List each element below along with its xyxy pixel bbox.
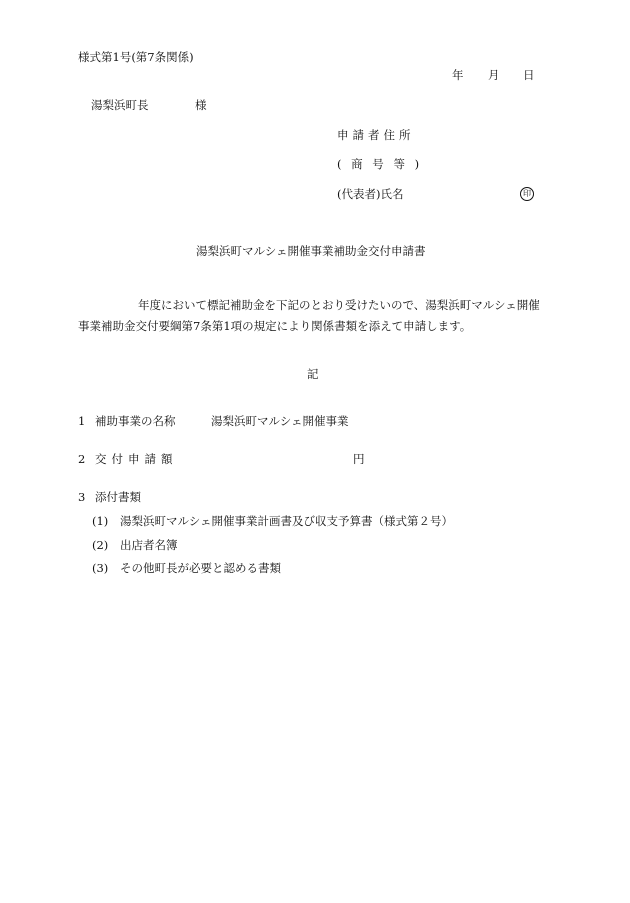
doc1-number: (1) — [92, 514, 109, 528]
item1-number: 1 — [78, 414, 86, 428]
doc1-text: 湯梨浜町マルシェ開催事業計画書及び収支予算書（様式第２号） — [120, 514, 453, 528]
ki-heading: 記 — [307, 367, 319, 381]
doc2-number: (2) — [92, 538, 109, 552]
form-label: 様式第1号(第7条関係) — [78, 50, 194, 64]
item2-label: 交付申請額 — [95, 452, 178, 466]
item2-number: 2 — [78, 452, 86, 466]
doc2-text: 出店者名簿 — [120, 538, 178, 552]
seal-mark-icon: 印 — [520, 187, 534, 201]
addressee-name: 湯梨浜町長 — [91, 98, 149, 112]
applicant-name-label: (代表者)氏名 — [337, 187, 404, 201]
item1-label: 補助事業の名称 — [95, 414, 176, 428]
item3-label: 添付書類 — [95, 490, 141, 504]
date-day: 日 — [523, 68, 535, 82]
body-line-1: 年度において標記補助金を下記のとおり受けたいので、湯梨浜町マルシェ開催 — [138, 298, 540, 312]
item2-unit: 円 — [353, 452, 365, 466]
date-month: 月 — [488, 68, 500, 82]
doc3-number: (3) — [92, 561, 109, 575]
document-title: 湯梨浜町マルシェ開催事業補助金交付申請書 — [196, 244, 426, 258]
applicant-trade-name-label: ( 商 号 等 ) — [337, 157, 423, 171]
addressee-honorific: 様 — [195, 98, 207, 112]
item3-number: 3 — [78, 490, 86, 504]
item1-value: 湯梨浜町マルシェ開催事業 — [211, 414, 349, 428]
date-year: 年 — [452, 68, 464, 82]
doc3-text: その他町長が必要と認める書類 — [120, 561, 281, 575]
body-line-2: 事業補助金交付要綱第7条第1項の規定により関係書類を添えて申請します。 — [78, 319, 472, 333]
applicant-address-label: 申請者住所 — [337, 128, 415, 142]
